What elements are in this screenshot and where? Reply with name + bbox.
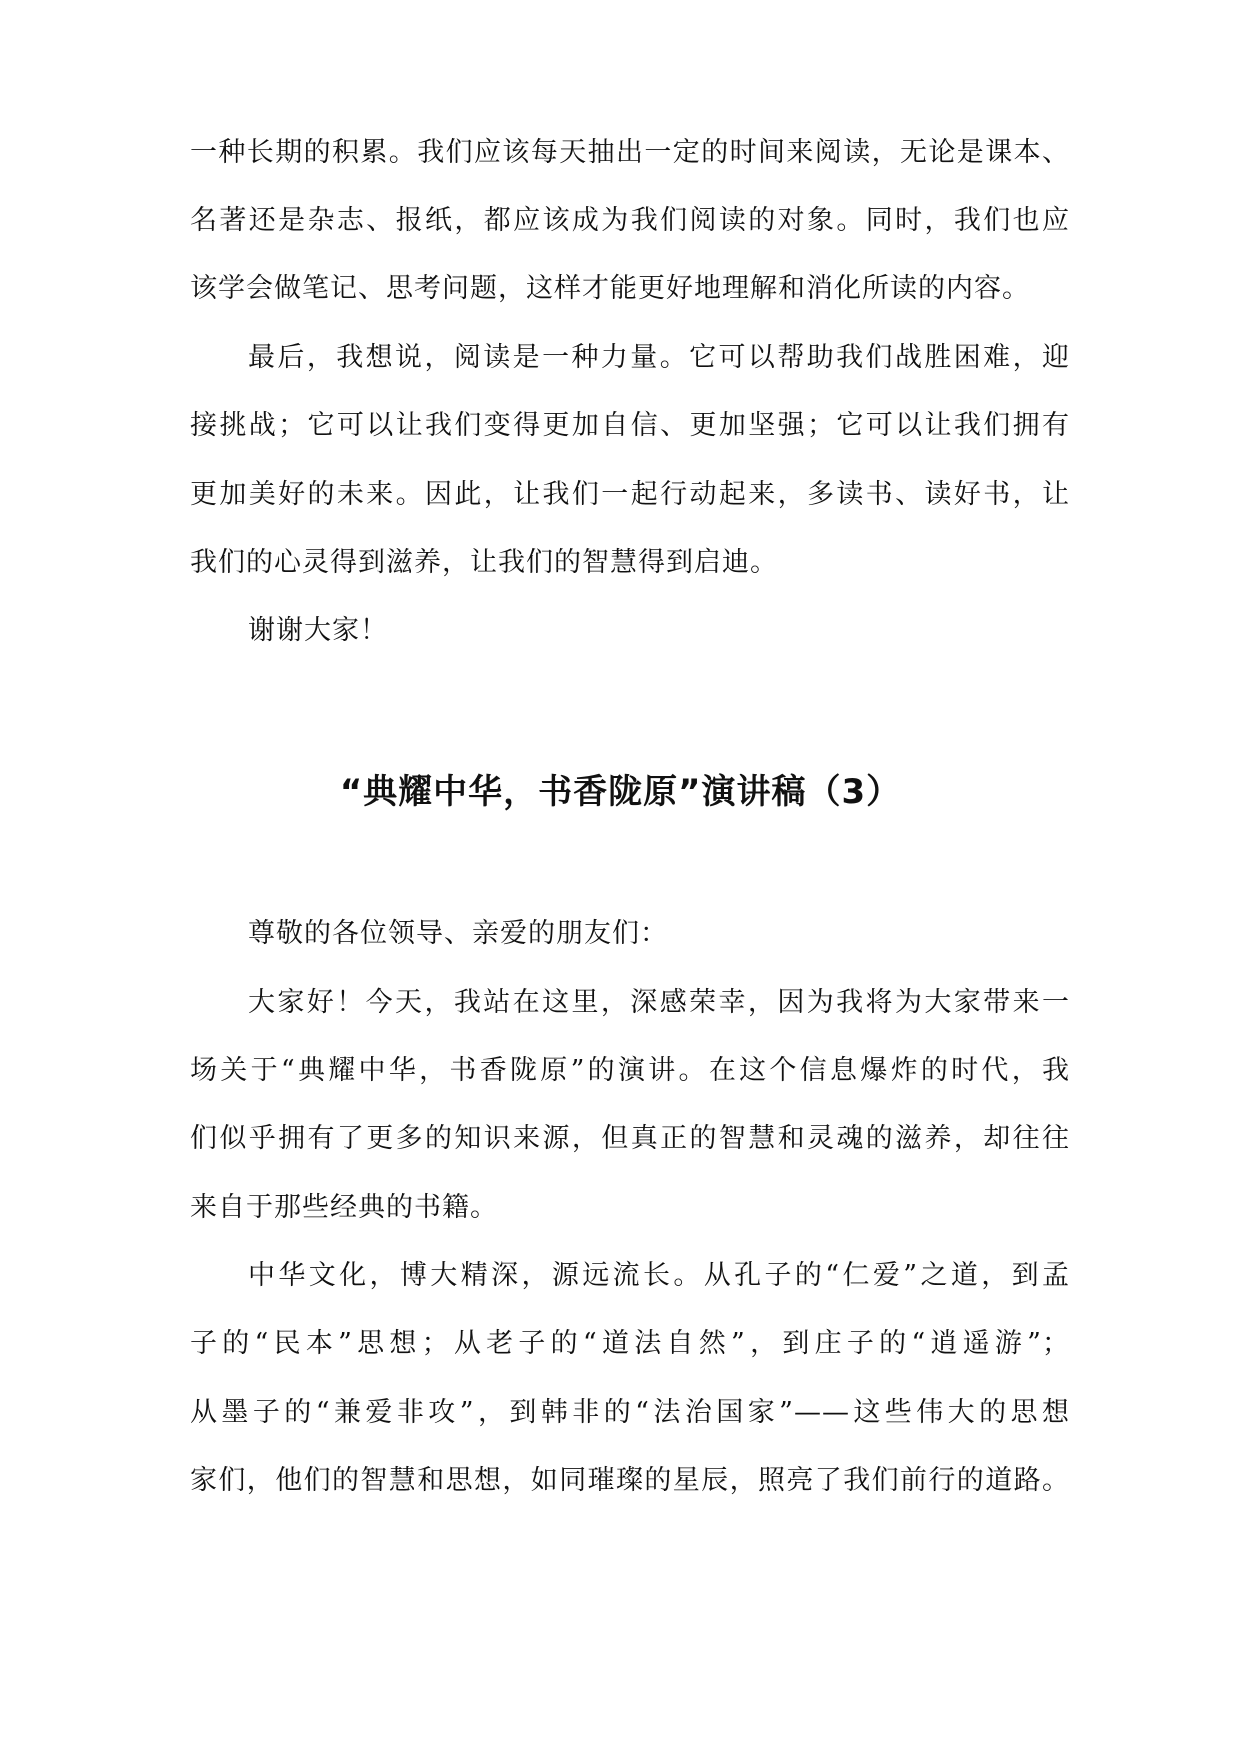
section-title: “典耀中华，书香陇原”演讲稿（3） (339, 772, 902, 812)
paragraph-line: 子的“民本”思想；从老子的“道法自然”，到庄子的“逍遥游”； (190, 1328, 1070, 1359)
paragraph-line: 尊敬的各位领导、亲爱的朋友们： (248, 918, 668, 949)
paragraph-line: 谢谢大家！ (248, 615, 388, 646)
paragraph-line: 大家好！今天，我站在这里，深感荣幸，因为我将为大家带来一 (248, 987, 1070, 1018)
paragraph-line: 们似乎拥有了更多的知识来源，但真正的智慧和灵魂的滋养，却往往 (190, 1123, 1070, 1154)
paragraph-line: 一种长期的积累。我们应该每天抽出一定的时间来阅读，无论是课本、 (190, 137, 1070, 168)
paragraph-line: 最后，我想说，阅读是一种力量。它可以帮助我们战胜困难，迎 (248, 342, 1070, 373)
paragraph-line: 该学会做笔记、思考问题，这样才能更好地理解和消化所读的内容。 (190, 273, 1030, 304)
paragraph-line: 接挑战；它可以让我们变得更加自信、更加坚强；它可以让我们拥有 (190, 410, 1070, 441)
paragraph-line: 更加美好的未来。因此，让我们一起行动起来，多读书、读好书，让 (190, 479, 1070, 510)
paragraph-line: 家们，他们的智慧和思想，如同璀璨的星辰，照亮了我们前行的道路。 (190, 1465, 1070, 1496)
paragraph-line: 来自于那些经典的书籍。 (190, 1192, 498, 1223)
paragraph-line: 名著还是杂志、报纸，都应该成为我们阅读的对象。同时，我们也应 (190, 205, 1070, 236)
paragraph-line: 中华文化，博大精深，源远流长。从孔子的“仁爱”之道，到孟 (248, 1260, 1070, 1291)
paragraph-line: 我们的心灵得到滋养，让我们的智慧得到启迪。 (190, 547, 778, 578)
paragraph-line: 从墨子的“兼爱非攻”，到韩非的“法治国家”——这些伟大的思想 (190, 1397, 1070, 1428)
paragraph-line: 场关于“典耀中华，书香陇原”的演讲。在这个信息爆炸的时代，我 (190, 1055, 1070, 1086)
